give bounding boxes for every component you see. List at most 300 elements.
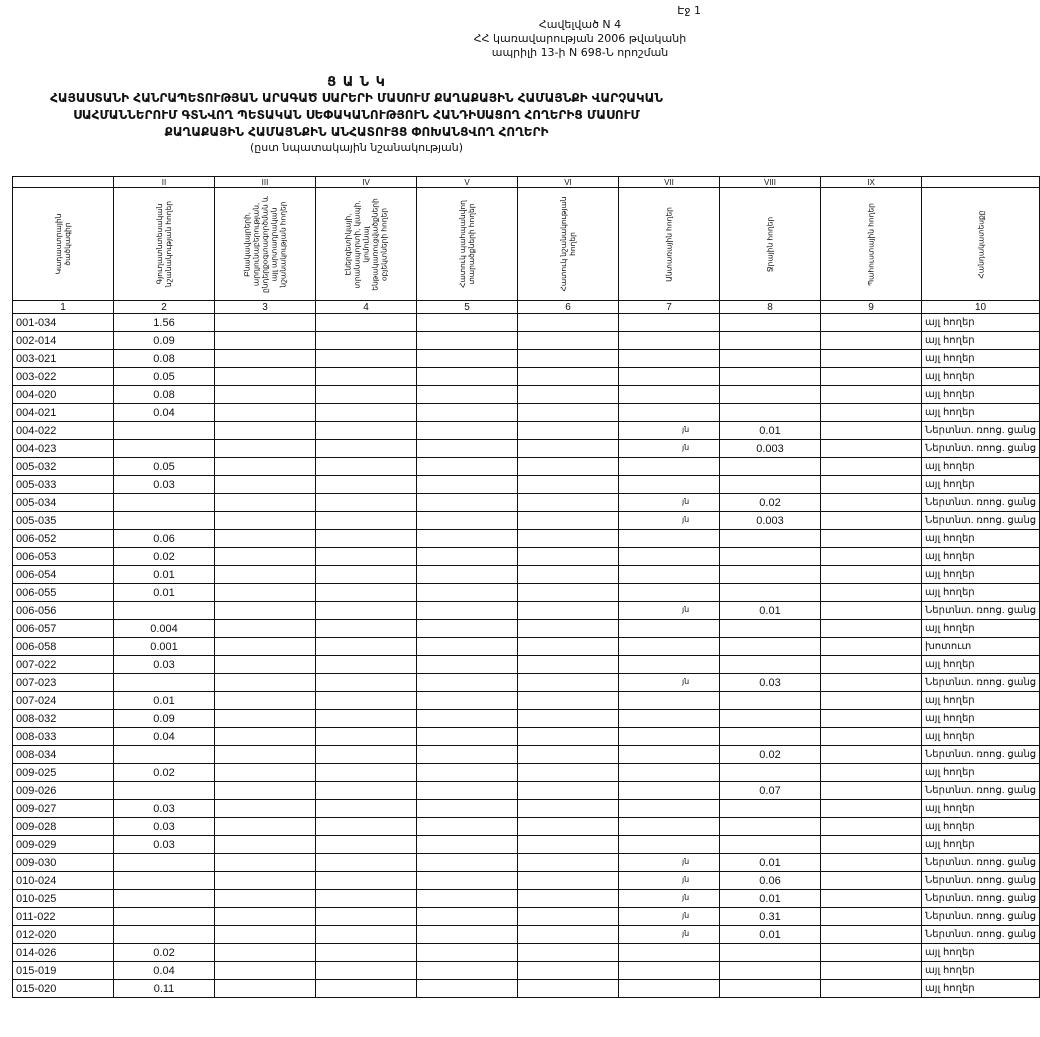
empty-cell [518, 854, 619, 872]
empty-cell [417, 512, 518, 530]
water-land-cell [720, 314, 821, 332]
empty-cell [316, 944, 417, 962]
roman-header-cell: IV [316, 177, 417, 188]
empty-cell [821, 476, 922, 494]
table-row [13, 386, 1040, 404]
empty-cell [619, 746, 720, 764]
land-type-cell: այլ հողեր [922, 314, 1040, 332]
page-label: Էջ 1 [677, 4, 701, 17]
cadastral-code-cell: 006-058 [13, 638, 114, 656]
empty-cell [215, 494, 316, 512]
empty-cell [215, 926, 316, 944]
empty-cell [518, 962, 619, 980]
empty-cell [619, 836, 720, 854]
table-row [13, 962, 1040, 980]
table-row [13, 548, 1040, 566]
table-row [13, 674, 1040, 692]
land-type-cell: այլ հողեր [922, 476, 1040, 494]
water-land-cell [720, 764, 821, 782]
agricultural-land-cell: 1.56 [114, 314, 215, 332]
agricultural-land-cell: 0.04 [114, 728, 215, 746]
empty-cell [215, 620, 316, 638]
empty-cell [619, 944, 720, 962]
empty-cell [518, 332, 619, 350]
empty-cell [417, 800, 518, 818]
agricultural-land-cell [114, 854, 215, 872]
empty-cell [619, 620, 720, 638]
empty-cell [518, 692, 619, 710]
empty-cell [821, 512, 922, 530]
column-header-cell [316, 188, 417, 301]
roman-header-row [13, 177, 1040, 188]
table-row [13, 440, 1040, 458]
cadastral-code-cell: 015-020 [13, 980, 114, 998]
table-row [13, 422, 1040, 440]
land-table [12, 176, 1040, 998]
column-number-cell: 6 [518, 301, 619, 314]
water-land-cell: 0.06 [720, 872, 821, 890]
empty-cell [417, 602, 518, 620]
land-type-cell: այլ հողեր [922, 368, 1040, 386]
land-type-cell: այլ հողեր [922, 800, 1040, 818]
empty-cell [215, 584, 316, 602]
table-row [13, 332, 1040, 350]
water-land-cell [720, 710, 821, 728]
empty-cell [417, 674, 518, 692]
agricultural-land-cell [114, 674, 215, 692]
cadastral-code-cell: 009-027 [13, 800, 114, 818]
water-land-cell [720, 458, 821, 476]
land-type-cell: Ներտնտ. ռոոց. ցանց [922, 440, 1040, 458]
water-land-cell: 0.01 [720, 890, 821, 908]
empty-cell [215, 332, 316, 350]
document-title [0, 75, 713, 154]
empty-cell [316, 530, 417, 548]
margin-mark: յն [682, 874, 690, 884]
empty-cell [316, 602, 417, 620]
margin-mark: յն [682, 676, 690, 686]
cadastral-code-cell: 012-020 [13, 926, 114, 944]
agricultural-land-cell: 0.05 [114, 368, 215, 386]
column-header-label: Հատուկ նշանակության հողեր [559, 196, 577, 292]
empty-cell [316, 368, 417, 386]
empty-cell [316, 440, 417, 458]
agricultural-land-cell: 0.04 [114, 404, 215, 422]
land-type-cell: Ներտնտ. ռոոց. ցանց [922, 674, 1040, 692]
empty-cell [619, 692, 720, 710]
empty-cell [417, 746, 518, 764]
empty-cell [215, 476, 316, 494]
empty-cell [821, 710, 922, 728]
water-land-cell [720, 638, 821, 656]
land-type-cell: այլ հողեր [922, 980, 1040, 998]
margin-mark: յն [682, 496, 690, 506]
land-type-cell: այլ հողեր [922, 404, 1040, 422]
water-land-cell [720, 620, 821, 638]
table-row [13, 728, 1040, 746]
cadastral-code-cell: 008-033 [13, 728, 114, 746]
empty-cell [215, 314, 316, 332]
table-row [13, 926, 1040, 944]
table-row [13, 692, 1040, 710]
empty-cell [518, 458, 619, 476]
agricultural-land-cell: 0.03 [114, 800, 215, 818]
agricultural-land-cell: 0.03 [114, 836, 215, 854]
agricultural-land-cell [114, 926, 215, 944]
empty-cell [417, 872, 518, 890]
table-row [13, 404, 1040, 422]
cadastral-code-cell: 007-022 [13, 656, 114, 674]
empty-cell [316, 476, 417, 494]
water-land-cell [720, 368, 821, 386]
cadastral-code-cell: 007-023 [13, 674, 114, 692]
empty-cell [417, 728, 518, 746]
roman-header-cell: III [215, 177, 316, 188]
water-land-cell: 0.01 [720, 602, 821, 620]
empty-cell [619, 656, 720, 674]
land-type-cell: այլ հողեր [922, 620, 1040, 638]
title-line-3: ՔԱՂԱՔԱՅԻՆ ՀԱՄԱՅՆՔԻՆ ԱՆՀԱՏՈՒՅՑ ՓՈԽԱՆՑՎՈՂ ՀՈՂԵՐԻ [164, 125, 549, 139]
annex-line-3: ապրիլի 13-ի N 698-Ն որոշման [491, 46, 669, 59]
agricultural-land-cell: 0.11 [114, 980, 215, 998]
empty-cell [417, 890, 518, 908]
empty-cell [215, 710, 316, 728]
agricultural-land-cell [114, 512, 215, 530]
land-type-cell: այլ հողեր [922, 944, 1040, 962]
water-land-cell: 0.02 [720, 494, 821, 512]
land-type-cell: Ներտնտ. ռոոց. ցանց [922, 422, 1040, 440]
land-type-cell: այլ հողեր [922, 656, 1040, 674]
margin-mark: յն [682, 928, 690, 938]
agricultural-land-cell: 0.01 [114, 566, 215, 584]
empty-cell [619, 854, 720, 872]
empty-cell [619, 350, 720, 368]
table-row [13, 746, 1040, 764]
land-type-cell: այլ հողեր [922, 818, 1040, 836]
empty-cell [215, 836, 316, 854]
table-row [13, 512, 1040, 530]
empty-cell [518, 548, 619, 566]
empty-cell [417, 926, 518, 944]
empty-cell [619, 728, 720, 746]
empty-cell [821, 800, 922, 818]
land-type-cell: այլ հողեր [922, 962, 1040, 980]
land-type-cell: այլ հողեր [922, 692, 1040, 710]
empty-cell [821, 746, 922, 764]
empty-cell [518, 746, 619, 764]
water-land-cell [720, 386, 821, 404]
water-land-cell: 0.003 [720, 512, 821, 530]
empty-cell [619, 404, 720, 422]
column-number-cell: 8 [720, 301, 821, 314]
empty-cell [215, 512, 316, 530]
land-type-cell: Ներտնտ. ռոոց. ցանց [922, 512, 1040, 530]
margin-mark: յն [682, 892, 690, 902]
empty-cell [215, 944, 316, 962]
empty-cell [316, 404, 417, 422]
margin-mark: յն [682, 910, 690, 920]
agricultural-land-cell: 0.03 [114, 818, 215, 836]
roman-header-cell: IX [821, 177, 922, 188]
land-type-cell: այլ հողեր [922, 836, 1040, 854]
empty-cell [821, 836, 922, 854]
cadastral-code-cell: 003-021 [13, 350, 114, 368]
margin-mark: յն [682, 514, 690, 524]
cadastral-code-cell: 005-032 [13, 458, 114, 476]
agricultural-land-cell [114, 602, 215, 620]
water-land-cell [720, 530, 821, 548]
empty-cell [316, 656, 417, 674]
empty-cell [417, 980, 518, 998]
cadastral-code-cell: 009-025 [13, 764, 114, 782]
agricultural-land-cell: 0.08 [114, 386, 215, 404]
agricultural-land-cell: 0.004 [114, 620, 215, 638]
empty-cell [821, 674, 922, 692]
empty-cell [821, 926, 922, 944]
empty-cell [619, 908, 720, 926]
empty-cell [215, 638, 316, 656]
land-type-cell: խոտուտ [922, 638, 1040, 656]
empty-cell [821, 584, 922, 602]
column-header-cell [13, 188, 114, 301]
agricultural-land-cell: 0.08 [114, 350, 215, 368]
empty-cell [215, 908, 316, 926]
empty-cell [417, 620, 518, 638]
agricultural-land-cell [114, 422, 215, 440]
empty-cell [215, 368, 316, 386]
title-line-1: ՀԱՅԱՍՏԱՆԻ ՀԱՆՐԱՊԵՏՈՒԹՅԱՆ ԱՐԱԳԱԾ ՍԱՐԵՐԻ ՄԱՍՈՒՄ ՔԱՂԱՔԱՅԻՆ ՀԱՄԱՅՆՔԻ ՎԱՐՉԱԿԱՆ [50, 91, 663, 105]
land-type-cell: այլ հողեր [922, 710, 1040, 728]
empty-cell [316, 548, 417, 566]
empty-cell [821, 872, 922, 890]
land-type-cell: Ներտնտ. ռոոց. ցանց [922, 782, 1040, 800]
title-heading: Ց Ա Ն Կ [327, 75, 386, 90]
agricultural-land-cell: 0.01 [114, 692, 215, 710]
land-type-cell: Ներտնտ. ռոոց. ցանց [922, 872, 1040, 890]
water-land-cell [720, 818, 821, 836]
cadastral-code-cell: 005-035 [13, 512, 114, 530]
water-land-cell [720, 980, 821, 998]
empty-cell [316, 512, 417, 530]
empty-cell [316, 836, 417, 854]
empty-cell [417, 476, 518, 494]
empty-cell [821, 602, 922, 620]
empty-cell [215, 422, 316, 440]
roman-header-cell: II [114, 177, 215, 188]
land-type-cell: այլ հողեր [922, 728, 1040, 746]
empty-cell [821, 440, 922, 458]
empty-cell [215, 530, 316, 548]
table-row [13, 638, 1040, 656]
empty-cell [821, 548, 922, 566]
empty-cell [316, 422, 417, 440]
water-land-cell [720, 584, 821, 602]
empty-cell [316, 908, 417, 926]
column-number-cell: 9 [821, 301, 922, 314]
cadastral-code-cell: 003-022 [13, 368, 114, 386]
empty-cell [518, 980, 619, 998]
water-land-cell [720, 350, 821, 368]
empty-cell [821, 692, 922, 710]
table-row [13, 656, 1040, 674]
water-land-cell [720, 944, 821, 962]
empty-cell [417, 710, 518, 728]
empty-cell [821, 530, 922, 548]
table-row [13, 854, 1040, 872]
empty-cell [619, 440, 720, 458]
empty-cell [619, 512, 720, 530]
empty-cell [215, 764, 316, 782]
empty-cell [518, 314, 619, 332]
empty-cell [316, 692, 417, 710]
empty-cell [821, 818, 922, 836]
column-number-cell: 2 [114, 301, 215, 314]
empty-cell [518, 872, 619, 890]
land-type-cell: Ներտնտ. ռոոց. ցանց [922, 926, 1040, 944]
cadastral-code-cell: 004-020 [13, 386, 114, 404]
empty-cell [518, 728, 619, 746]
empty-cell [821, 638, 922, 656]
water-land-cell [720, 800, 821, 818]
empty-cell [518, 566, 619, 584]
empty-cell [619, 566, 720, 584]
table-row [13, 764, 1040, 782]
column-number-row [13, 301, 1040, 314]
column-header-row [13, 188, 1040, 301]
empty-cell [316, 746, 417, 764]
empty-cell [316, 818, 417, 836]
margin-mark: յն [682, 856, 690, 866]
roman-header-cell: V [417, 177, 518, 188]
cadastral-code-cell: 001-034 [13, 314, 114, 332]
cadastral-code-cell: 006-056 [13, 602, 114, 620]
empty-cell [215, 872, 316, 890]
table-row [13, 476, 1040, 494]
water-land-cell: 0.01 [720, 926, 821, 944]
empty-cell [215, 404, 316, 422]
land-type-cell: Ներտնտ. ռոոց. ցանց [922, 494, 1040, 512]
empty-cell [619, 674, 720, 692]
table-row [13, 584, 1040, 602]
cadastral-code-cell: 006-057 [13, 620, 114, 638]
empty-cell [821, 908, 922, 926]
water-land-cell: 0.01 [720, 854, 821, 872]
empty-cell [518, 836, 619, 854]
water-land-cell [720, 692, 821, 710]
empty-cell [417, 836, 518, 854]
empty-cell [619, 494, 720, 512]
empty-cell [821, 566, 922, 584]
water-land-cell [720, 332, 821, 350]
empty-cell [518, 890, 619, 908]
empty-cell [215, 854, 316, 872]
empty-cell [417, 458, 518, 476]
column-header-label: Պահուստային հողեր [866, 203, 876, 286]
empty-cell [417, 350, 518, 368]
table-row [13, 620, 1040, 638]
empty-cell [316, 764, 417, 782]
column-header-cell [114, 188, 215, 301]
column-number-cell: 7 [619, 301, 720, 314]
agricultural-land-cell [114, 440, 215, 458]
empty-cell [518, 494, 619, 512]
cadastral-code-cell: 011-022 [13, 908, 114, 926]
water-land-cell [720, 566, 821, 584]
table-row [13, 800, 1040, 818]
empty-cell [518, 440, 619, 458]
table-row [13, 710, 1040, 728]
empty-cell [417, 566, 518, 584]
empty-cell [316, 566, 417, 584]
empty-cell [619, 980, 720, 998]
column-header-label: Կադաստրային ծածկագիր [54, 213, 72, 275]
empty-cell [316, 314, 417, 332]
column-header-label: Բնակավայրերի, արդյունաբերության, ընդերքօգտագործման և այլ արտադրական նշանակության հողեր [242, 195, 288, 293]
cadastral-code-cell: 008-034 [13, 746, 114, 764]
empty-cell [619, 386, 720, 404]
empty-cell [215, 980, 316, 998]
water-land-cell [720, 656, 821, 674]
empty-cell [821, 620, 922, 638]
column-number-cell: 5 [417, 301, 518, 314]
empty-cell [316, 494, 417, 512]
table-row [13, 944, 1040, 962]
margin-mark: յն [682, 604, 690, 614]
agricultural-land-cell [114, 494, 215, 512]
empty-cell [215, 818, 316, 836]
empty-cell [215, 746, 316, 764]
empty-cell [619, 926, 720, 944]
empty-cell [619, 314, 720, 332]
cadastral-code-cell: 010-024 [13, 872, 114, 890]
agricultural-land-cell: 0.001 [114, 638, 215, 656]
annex-note [460, 18, 700, 60]
empty-cell [316, 854, 417, 872]
empty-cell [619, 782, 720, 800]
empty-cell [619, 962, 720, 980]
empty-cell [518, 404, 619, 422]
empty-cell [619, 818, 720, 836]
table-row [13, 458, 1040, 476]
empty-cell [215, 458, 316, 476]
empty-cell [518, 602, 619, 620]
agricultural-land-cell [114, 890, 215, 908]
empty-cell [821, 962, 922, 980]
empty-cell [821, 314, 922, 332]
cadastral-code-cell: 008-032 [13, 710, 114, 728]
agricultural-land-cell: 0.09 [114, 710, 215, 728]
empty-cell [619, 638, 720, 656]
table-row [13, 782, 1040, 800]
table-row [13, 530, 1040, 548]
empty-cell [316, 638, 417, 656]
cadastral-code-cell: 009-028 [13, 818, 114, 836]
cadastral-code-cell: 006-054 [13, 566, 114, 584]
empty-cell [417, 422, 518, 440]
empty-cell [821, 764, 922, 782]
agricultural-land-cell: 0.01 [114, 584, 215, 602]
empty-cell [518, 638, 619, 656]
empty-cell [417, 638, 518, 656]
table-row [13, 980, 1040, 998]
empty-cell [821, 458, 922, 476]
empty-cell [417, 548, 518, 566]
empty-cell [518, 350, 619, 368]
empty-cell [417, 530, 518, 548]
land-type-cell: Ներտնտ. ռոոց. ցանց [922, 908, 1040, 926]
empty-cell [316, 800, 417, 818]
empty-cell [518, 422, 619, 440]
